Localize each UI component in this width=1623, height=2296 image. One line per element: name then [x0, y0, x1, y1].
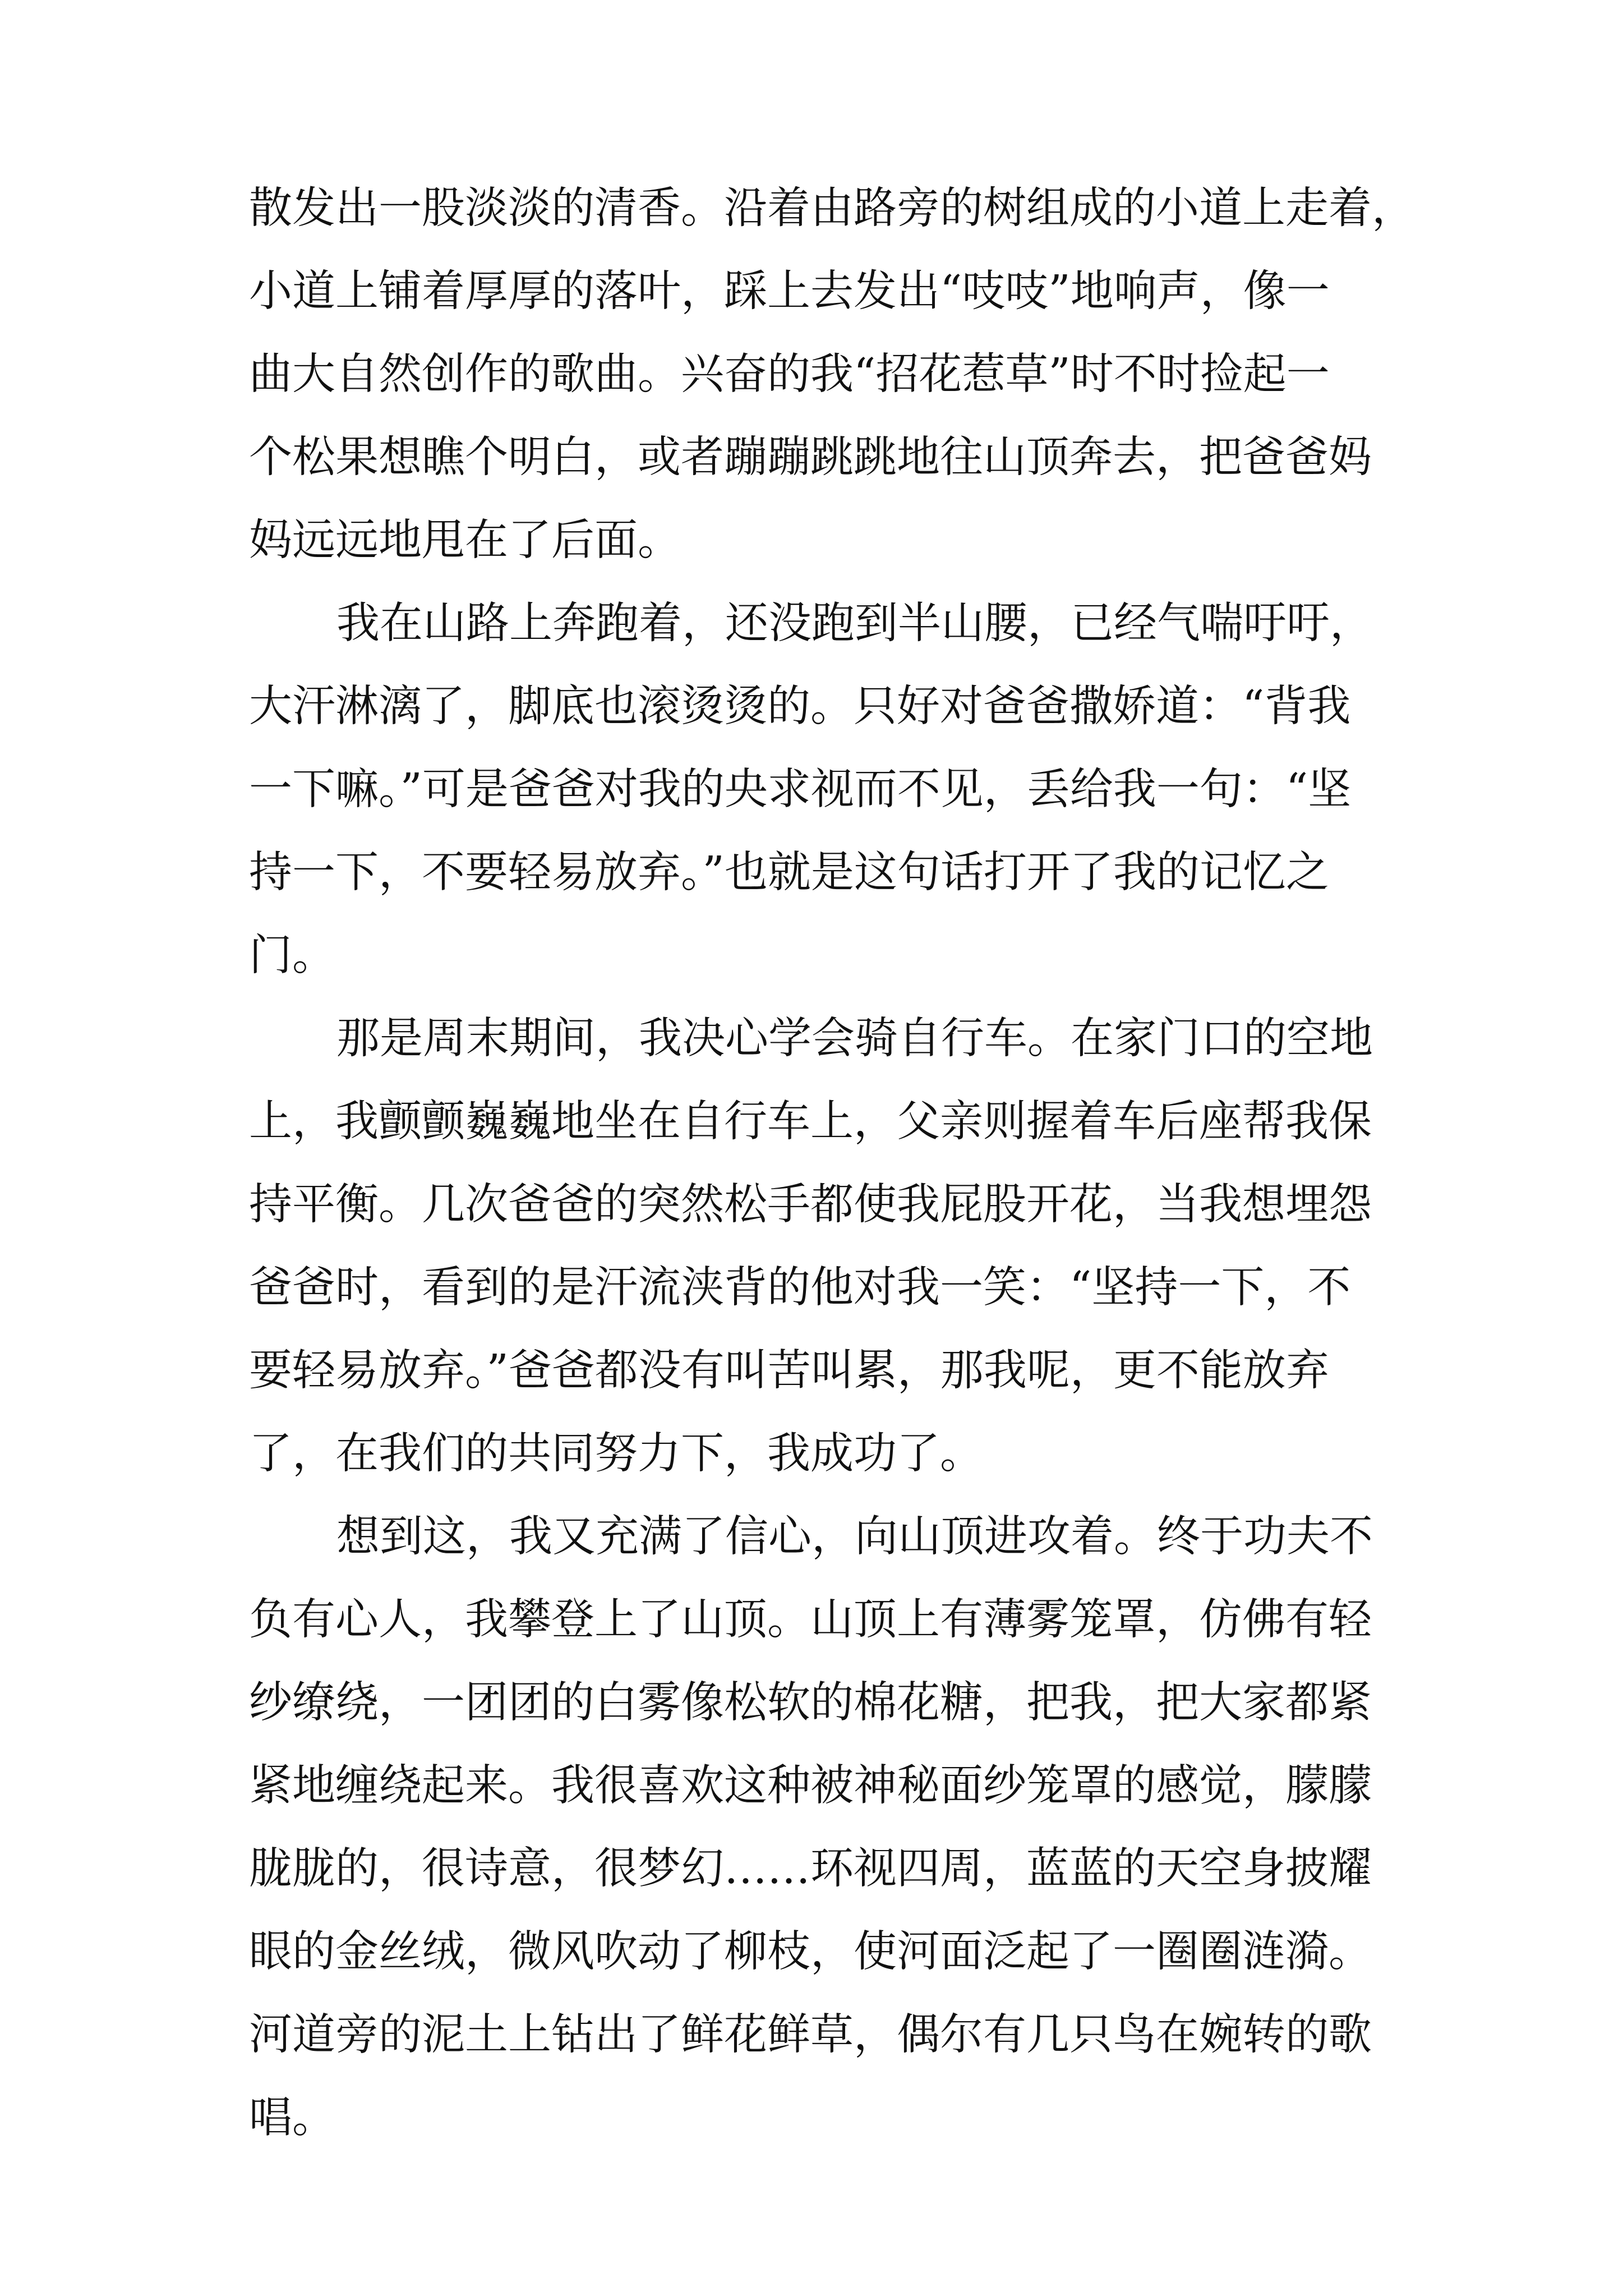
text-line: 唱。: [249, 2093, 335, 2143]
text-line: 那是周末期间，我决心学会骑自行车。在家门口的空地: [336, 1014, 1373, 1064]
text-line: 持平衡。几次爸爸的突然松手都使我屁股开花，当我想埋怨: [249, 1180, 1372, 1230]
text-line: 想到这，我又充满了信心，向山顶进攻着。终于功夫不: [336, 1512, 1373, 1562]
text-line: 负有心人，我攀登上了山顶。山顶上有薄雾笼罩，仿佛有轻: [249, 1595, 1372, 1645]
text-line: 河道旁的泥土上钻出了鲜花鲜草，偶尔有几只鸟在婉转的歌: [249, 2010, 1372, 2060]
text-line: 大汗淋漓了，脚底也滚烫烫的。只好对爸爸撒娇道：“背我: [249, 682, 1351, 731]
text-line: 小道上铺着厚厚的落叶，踩上去发出“吱吱”地响声，像一: [249, 266, 1330, 316]
text-line: 妈远远地甩在了后面。: [249, 516, 681, 565]
text-line: 散发出一股淡淡的清香。沿着由路旁的树组成的小道上走着，: [249, 183, 1415, 233]
text-line: 曲大自然创作的歌曲。兴奋的我“招花惹草”时不时捡起一: [249, 349, 1330, 399]
text-line: 门。: [249, 931, 335, 981]
text-line: 持一下，不要轻易放弃。”也就是这句话打开了我的记忆之: [249, 848, 1329, 898]
text-line: 眼的金丝绒，微风吹动了柳枝，使河面泛起了一圈圈涟漪。: [249, 1927, 1372, 1977]
text-line: 上，我颤颤巍巍地坐在自行车上，父亲则握着车后座帮我保: [249, 1097, 1372, 1147]
text-line: 纱缭绕，一团团的白雾像松软的棉花糖，把我，把大家都紧: [249, 1678, 1372, 1728]
text-line: 一下嘛。”可是爸爸对我的央求视而不见，丢给我一句：“坚: [249, 765, 1352, 815]
text-line: 个松果想瞧个明白，或者蹦蹦跳跳地往山顶奔去，把爸爸妈: [249, 432, 1372, 482]
text-line: 了，在我们的共同努力下，我成功了。: [249, 1429, 983, 1479]
text-line: 我在山路上奔跑着，还没跑到半山腰，已经气喘吁吁，: [336, 599, 1373, 648]
text-line: 要轻易放弃。”爸爸都没有叫苦叫累，那我呢，更不能放弃: [249, 1346, 1329, 1396]
text-line: 紧地缠绕起来。我很喜欢这种被神秘面纱笼罩的感觉，朦朦: [249, 1761, 1372, 1811]
text-line: 胧胧的，很诗意，很梦幻……环视四周，蓝蓝的天空身披耀: [249, 1844, 1372, 1894]
text-line: 爸爸时，看到的是汗流浃背的他对我一笑：“坚持一下，不: [249, 1263, 1351, 1313]
